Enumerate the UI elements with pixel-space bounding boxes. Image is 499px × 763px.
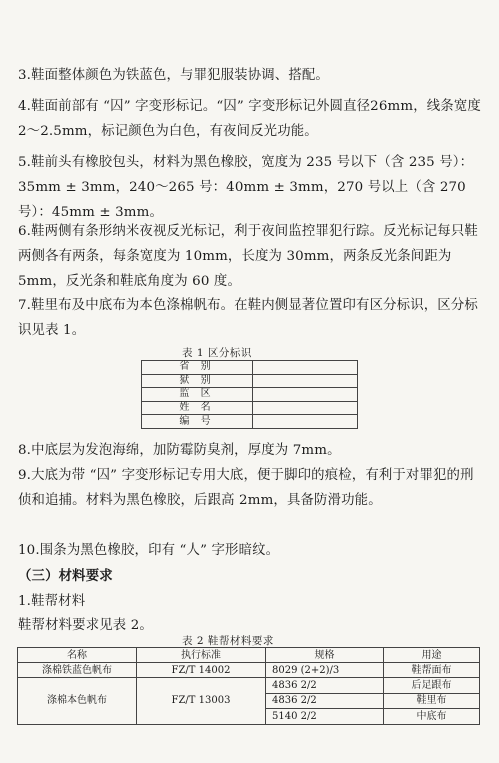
table-cell: 涤棉铁蓝色帆布 xyxy=(18,663,137,678)
table-cell xyxy=(253,415,358,429)
paragraph-7: 7.鞋里布及中底布为本色涤棉帆布。在鞋内侧显著位置印有区分标识，区分标识见表 1。 xyxy=(18,298,478,338)
table-cell: 4836 2/2 xyxy=(266,693,384,708)
subsection-heading: 1.鞋帮材料 xyxy=(18,594,86,609)
table-cell: FZ/T 13003 xyxy=(137,678,266,724)
table-row xyxy=(142,401,358,415)
table-cell xyxy=(253,388,358,402)
table-header-row xyxy=(18,648,480,663)
table-cell: 编 号 xyxy=(142,415,253,429)
table-cell: FZ/T 14002 xyxy=(137,663,266,678)
table-row xyxy=(18,663,480,678)
table-row xyxy=(142,374,358,388)
table-row xyxy=(142,388,358,402)
table-cell: 姓 名 xyxy=(142,401,253,415)
table-cell xyxy=(253,361,358,375)
table-cell: 4836 2/2 xyxy=(266,678,384,693)
table-row xyxy=(142,361,358,375)
table-header: 规格 xyxy=(266,648,384,663)
paragraph-8: 8.中底层为发泡海绵，加防霉防臭剂，厚度为 7mm。 xyxy=(18,443,341,458)
table-2 xyxy=(17,647,480,725)
table-cell: 5140 2/2 xyxy=(266,709,384,724)
table-header: 用途 xyxy=(384,648,480,663)
table-1 xyxy=(141,360,358,429)
table-row xyxy=(18,678,480,693)
paragraph-10: 10.围条为黑色橡胶，印有 “人” 字形暗纹。 xyxy=(18,543,280,558)
table-cell xyxy=(253,401,358,415)
table-cell: 省 别 xyxy=(142,361,253,375)
table-cell: 鞋帮面布 xyxy=(384,663,480,678)
table-row xyxy=(142,415,358,429)
paragraph-3: 3.鞋面整体颜色为铁蓝色，与罪犯服装协调、搭配。 xyxy=(18,68,329,83)
table-cell: 鞋里布 xyxy=(384,693,480,708)
table-cell: 监 区 xyxy=(142,388,253,402)
paragraph-table2-intro: 鞋帮材料要求见表 2。 xyxy=(18,618,153,633)
paragraph-4: 4.鞋面前部有 “囚” 字变形标记。“囚” 字变形标记外圆直径26mm，线条宽度 2～2.5mm，标记颜色为白色，有夜间反光功能。 xyxy=(18,99,481,139)
table-cell: 中底布 xyxy=(384,709,480,724)
table-cell: 后足跟布 xyxy=(384,678,480,693)
paragraph-5: 5.鞋前头有橡胶包头，材料为黑色橡胶，宽度为 235 号以下（含 235 号）：35mm ± 3mm，240～265 号：40mm ± 3mm，270 号以上（含 270 号）：45mm ± 3mm。 xyxy=(18,155,474,220)
table-cell: 8029 (2+2)/3 xyxy=(266,663,384,678)
paragraph-9: 9.大底为带 “囚” 字变形标记专用大底，便于脚印的痕检，有利于对罪犯的刑侦和追捕。材料为黑色橡胶，后跟高 2mm，具备防滑功能。 xyxy=(18,468,474,508)
table-cell xyxy=(253,374,358,388)
table-cell: 涤棉本色帆布 xyxy=(18,678,137,724)
paragraph-6: 6.鞋两侧有条形纳米夜视反光标记，利于夜间监控罪犯行踪。反光标记每只鞋两侧各有两条，每条宽度为 10mm，长度为 30mm，两条反光条间距为 5mm，反光条和鞋底角度为 60 度。 xyxy=(18,224,478,289)
table2-caption: 表 2 鞋帮材料要求 xyxy=(182,635,274,647)
table-cell: 狱 别 xyxy=(142,374,253,388)
table-header: 名称 xyxy=(18,648,137,663)
section-heading: （三）材料要求 xyxy=(18,568,113,584)
table-header: 执行标准 xyxy=(137,648,266,663)
table1-caption: 表 1 区分标识 xyxy=(182,347,252,359)
